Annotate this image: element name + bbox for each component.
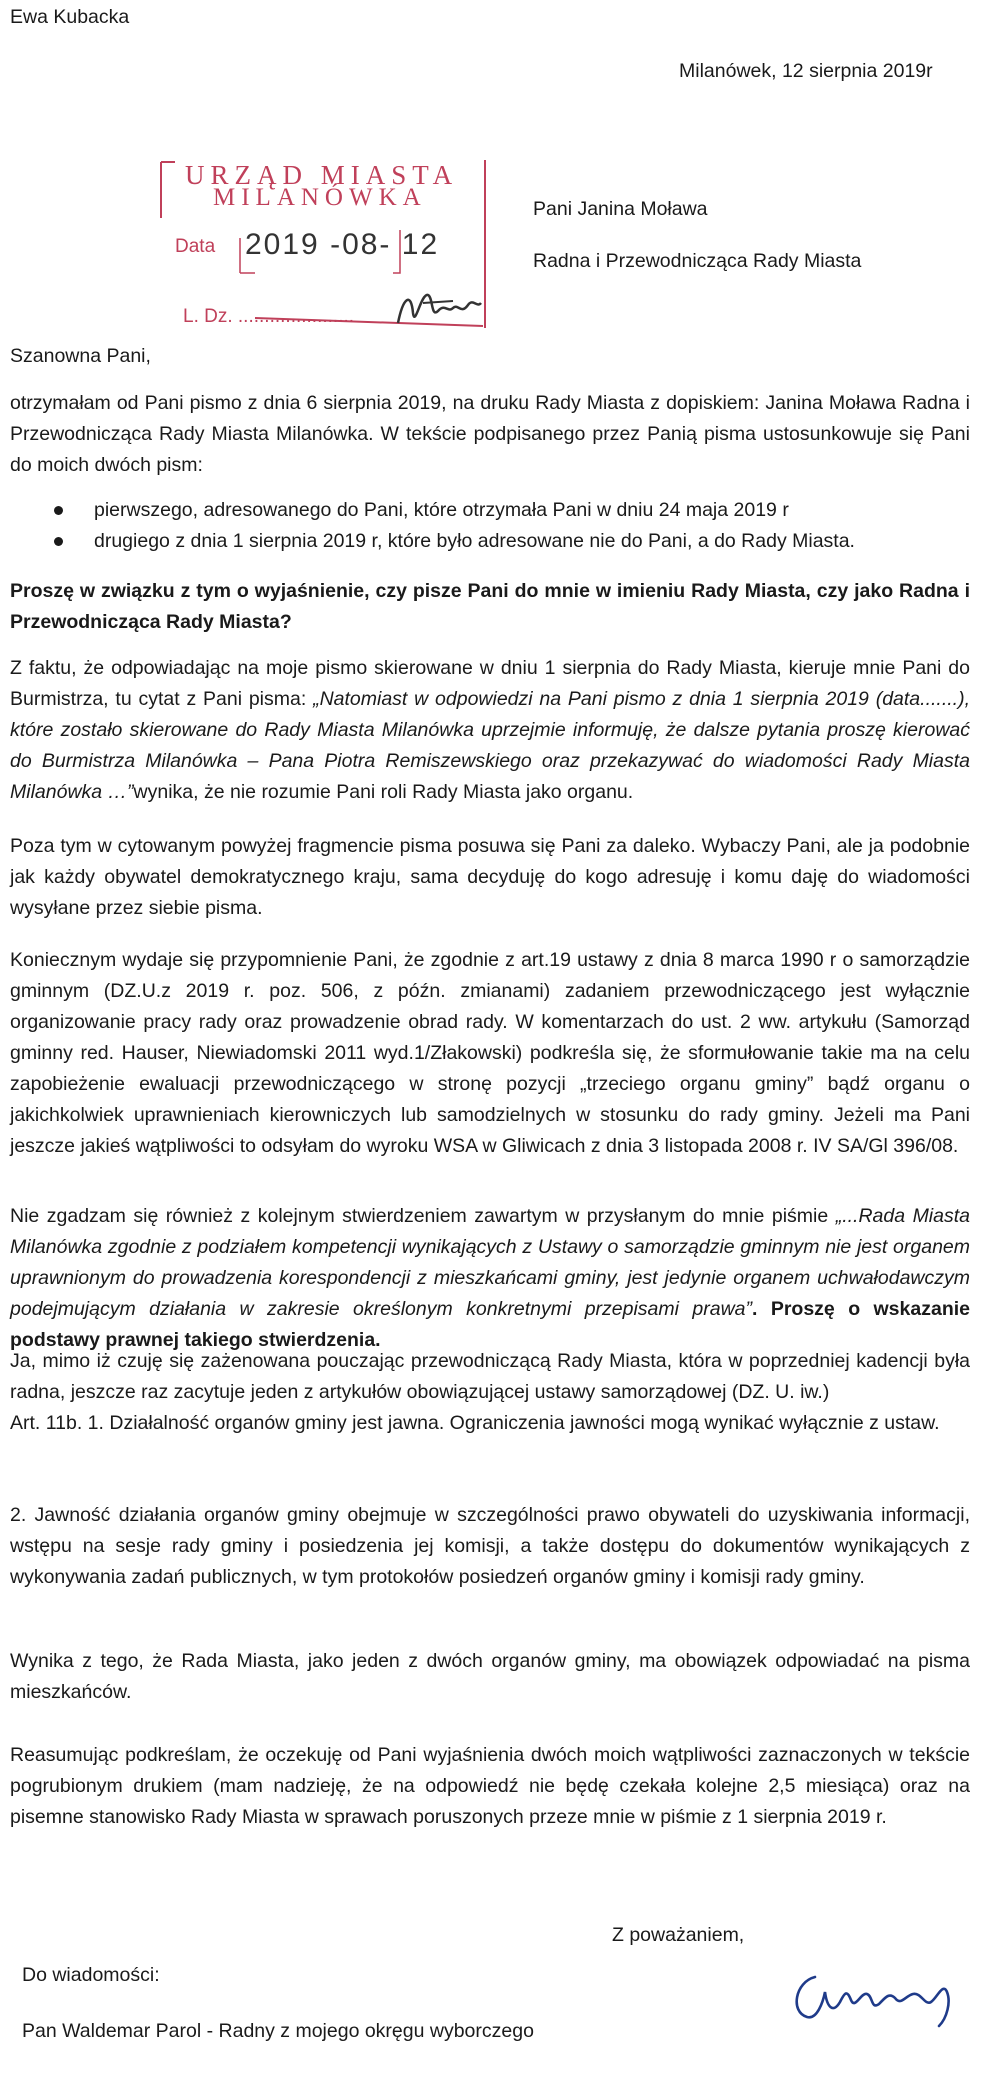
list-item xyxy=(50,526,950,557)
bullet-text: drugiego z dnia 1 sierpnia 2019 r, które było adresowane nie do Pani, a do Rady Miasta. xyxy=(94,530,855,552)
paragraph-10: Wynika z tego, że Rada Miasta, jako jeden z dwóch organów gminy, ma obowiązek odpowiadać na pisma mieszkańców. xyxy=(10,1650,970,1703)
sender-name: Ewa Kubacka xyxy=(10,6,130,28)
bullet-list xyxy=(50,495,950,557)
paragraph-3 xyxy=(10,653,970,808)
paragraph-6 xyxy=(10,1201,970,1356)
stamp-initials-signature xyxy=(393,283,483,333)
paragraph-1: otrzymałam od Pani pismo z dnia 6 sierpnia 2019, na druku Rady Miasta z dopiskiem: Janina Moława Radna i Przewodnicząca Rady Miasta Milanówka. W tekście podpisanego przez Panią pisma ustosunkowuje się Pani do moich dwóch pism: xyxy=(10,392,970,476)
stamp-line1: URZĄD MIASTA xyxy=(185,160,459,190)
salutation: Szanowna Pani, xyxy=(10,345,151,367)
bullet-text: pierwszego, adresowanego do Pani, które otrzymała Pani w dniu 24 maja 2019 r xyxy=(94,499,789,521)
bullet-dot xyxy=(54,537,63,546)
paragraph-4: Poza tym w cytowanym powyżej fragmencie pisma posuwa się Pani za daleko. Wybaczy Pani, ale ja podobnie jak każdy obywatel demokratycznego kraju, sama decyduję do kogo adresuję i komu daję do wiadomości wysyłane przez siebie pisma. xyxy=(10,835,970,919)
list-item xyxy=(50,495,950,526)
paragraph-3-text-b: wynika, że nie rozumie Pani roli Rady Miasta jako organu. xyxy=(133,781,634,803)
paragraph-3-text-a: Z faktu, że odpowiadając na moje pismo skierowane w dniu 1 sierpnia do Rady Miasta, kieruje mnie Pani do Burmistrza, tu cytat z Pani pisma: xyxy=(10,657,970,710)
paragraph-9: 2. Jawność działania organów gminy obejmuje w szczególności prawo obywateli do uzyskiwania informacji, wstępu na sesje rady gminy i posiedzenia jej komisji, a także dostępu do dokumentów wynikających z wykonywania zadań publicznych, w tym protokołów posiedzeń organów gminy i komisji rady gminy. xyxy=(10,1504,970,1588)
stamp-ldz-label: L. Dz. ...................... xyxy=(183,306,355,327)
paragraph-2-question: Proszę w związku z tym o wyjaśnienie, czy pisze Pani do mnie w imieniu Rady Miasta, czy jako Radna i Przewodnicząca Rady Miasta? xyxy=(10,580,970,633)
stamp-date-value: 2019 -08- 12 xyxy=(245,228,440,261)
handwritten-signature xyxy=(785,1962,975,2032)
office-stamp xyxy=(155,158,487,330)
stamp-date-label: Data xyxy=(175,236,216,257)
recipient-name: Pani Janina Moława xyxy=(533,198,708,220)
cc-label: Do wiadomości: xyxy=(22,1964,160,1986)
paragraph-6-bold: . Proszę o wskazanie podstawy prawnej takiego stwierdzenia. xyxy=(10,1298,970,1351)
paragraph-3-quote: „Natomiast w odpowiedzi na Pani pismo z dnia 1 sierpnia 2019 (data.......), które zostało skierowane do Rady Miasta Milanówka uprzejmie informuję, że dalsze pytania proszę kierować do Burmistrza Milanówka – Pana Piotra Remiszewskiego oraz przekazywać do wiadomości Rady Miasta Milanówka …” xyxy=(10,688,970,803)
bullet-dot xyxy=(54,506,63,515)
paragraph-6-text-a: Nie zgadzam się również z kolejnym stwierdzeniem zawartym w przysłanym do mnie piśmie xyxy=(10,1205,836,1227)
stamp-line2: MILANÓWKA xyxy=(213,184,427,211)
cc-name: Pan Waldemar Parol - Radny z mojego okręgu wyborczego xyxy=(22,2020,534,2042)
paragraph-5: Koniecznym wydaje się przypomnienie Pani, że zgodnie z art.19 ustawy z dnia 8 marca 1990 r o samorządzie gminnym (DZ.U.z 2019 r. poz. 506, z późn. zmianami) zadaniem przewodniczącego jest wyłącznie organizowanie pracy rady oraz prowadzenie obrad rady. W komentarzach do ust. 2 ww. artykułu (Samorząd gminny red. Hauser, Niewiadomski 2011 wyd.1/Złakowski) podkreśla się, że sformułowanie takie ma na celu zapobieżenie ewaluacji przewodniczącego w stronę pozycji „trzeciego organu gminy” bądź organu o jakichkolwiek uprawnieniach kierowniczych lub samodzielnych w stosunku do rady gminy. Jeżeli ma Pani jeszcze jakieś wątpliwości to odsyłam do wyroku WSA w Gliwicach z dnia 3 listopada 2008 r. IV SA/Gl 396/08. xyxy=(10,949,970,1157)
paragraph-6-quote: „...Rada Miasta Milanówka zgodnie z podziałem kompetencji wynikających z Ustawy o samorządzie gminnym nie jest organem uprawnionym do prowadzenia korespondencji z mieszkańcami gminy, jest jedynie organem uchwałodawczym podejmującym działania w zakresie określonym konkretnymi przepisami prawa” xyxy=(10,1205,970,1320)
recipient-title: Radna i Przewodnicząca Rady Miasta xyxy=(533,250,862,272)
paragraph-11: Reasumując podkreślam, że oczekuję od Pani wyjaśnienia dwóch moich wątpliwości zaznaczonych w tekście pogrubionym drukiem (mam nadzieję, że na odpowiedź nie będę czekała kolejne 2,5 miesiąca) oraz na pisemne stanowisko Rady Miasta w sprawach poruszonych przeze mnie w piśmie z 1 sierpnia 2019 r. xyxy=(10,1744,970,1828)
paragraph-7: Ja, mimo iż czuję się zażenowana pouczając przewodniczącą Rady Miasta, która w poprzedniej kadencji była radna, jeszcze raz zacytuje jeden z artykułów obowiązującej ustawy samorządowej (DZ. U. iw.) xyxy=(10,1350,970,1403)
closing: Z poważaniem, xyxy=(612,1924,745,1946)
paragraph-8: Art. 11b. 1. Działalność organów gminy jest jawna. Ograniczenia jawności mogą wynikać wyłącznie z ustaw. xyxy=(10,1412,940,1434)
place-date: Milanówek, 12 sierpnia 2019r xyxy=(679,60,933,82)
